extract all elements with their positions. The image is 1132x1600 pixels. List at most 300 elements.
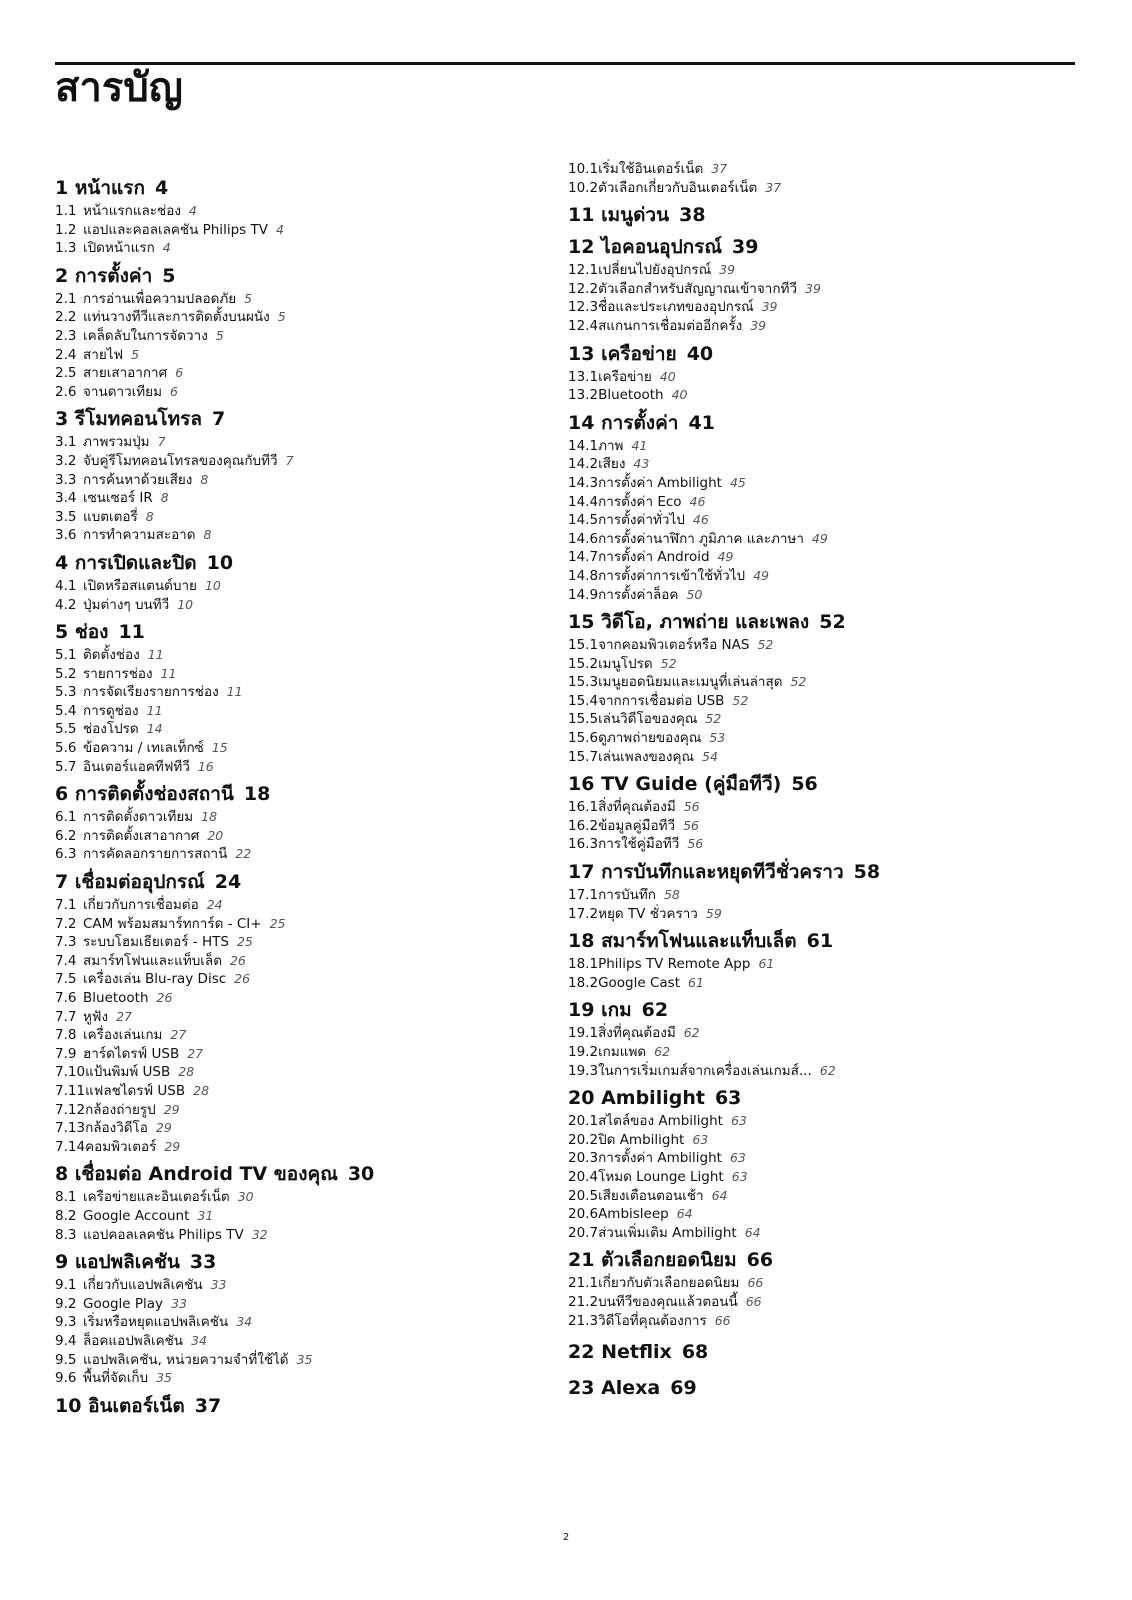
entry-page: 62 xyxy=(683,1025,700,1041)
entry-title: ในการเริ่มเกมส์จากเครื่องเล่นเกมส์... xyxy=(598,1062,812,1079)
section-heading[interactable] xyxy=(568,340,1078,368)
entry-title: Ambisleep xyxy=(598,1206,669,1223)
toc-entry[interactable] xyxy=(55,1276,545,1295)
toc-entry[interactable] xyxy=(55,1188,545,1207)
toc-entry[interactable] xyxy=(568,710,1078,729)
toc-entry[interactable] xyxy=(568,548,1078,567)
section-heading[interactable] xyxy=(55,618,545,646)
section-page: 66 xyxy=(746,1249,774,1272)
toc-entry[interactable] xyxy=(55,933,545,952)
section-heading[interactable] xyxy=(568,858,1078,886)
entry-number: 14.2 xyxy=(568,456,599,473)
entry-title: แฟลชไดรฟ์ USB xyxy=(85,1082,186,1099)
entry-number: 2.4 xyxy=(55,346,77,363)
section-heading[interactable] xyxy=(568,996,1078,1024)
section-heading[interactable] xyxy=(568,927,1078,955)
entry-page: 66 xyxy=(745,1293,762,1309)
section-number: 23 xyxy=(568,1377,595,1400)
entry-page: 37 xyxy=(765,179,782,195)
entry-page: 52 xyxy=(660,655,677,671)
entry-number: 1.2 xyxy=(55,221,77,238)
section-heading[interactable] xyxy=(55,174,545,202)
section-page: 24 xyxy=(214,871,242,894)
toc-entry[interactable] xyxy=(568,886,1078,905)
entry-title: การค้นหาด้วยเสียง xyxy=(83,471,193,488)
entry-page: 34 xyxy=(236,1314,253,1330)
toc-entry[interactable] xyxy=(55,665,545,684)
toc-entry[interactable] xyxy=(568,1205,1078,1224)
section-heading[interactable] xyxy=(568,1338,1078,1366)
entry-title: Google Play xyxy=(83,1295,164,1312)
section-heading[interactable] xyxy=(568,1246,1078,1274)
entry-number: 15.1 xyxy=(568,637,599,654)
entry-number: 14.3 xyxy=(568,474,599,491)
entry-page: 59 xyxy=(705,905,722,921)
entry-page: 26 xyxy=(156,990,173,1005)
entry-number: 3.4 xyxy=(55,490,77,507)
entry-page: 29 xyxy=(155,1120,172,1136)
section-title: แอปพลิเคชัน xyxy=(74,1251,180,1274)
entry-title: ภาพรวมปุ่ม xyxy=(83,434,150,451)
toc-entry[interactable] xyxy=(55,239,545,258)
entry-page: 35 xyxy=(156,1370,172,1386)
toc-section xyxy=(568,858,1078,923)
entry-title: ติดตั้งช่อง xyxy=(83,647,140,664)
entry-number: 6.1 xyxy=(55,809,77,826)
toc-entry[interactable] xyxy=(55,221,545,240)
toc-entry[interactable] xyxy=(568,636,1078,655)
entry-title: ชื่อและประเภทของอุปกรณ์ xyxy=(598,299,754,316)
toc-entry[interactable] xyxy=(55,383,545,402)
toc-entry[interactable] xyxy=(55,1082,545,1101)
section-page: 33 xyxy=(189,1251,217,1274)
entry-page: 22 xyxy=(235,846,252,862)
entry-page: 46 xyxy=(692,512,709,528)
toc-entry[interactable] xyxy=(568,280,1078,299)
section-title: ช่อง xyxy=(74,621,109,644)
entry-title: แป้นพิมพ์ USB xyxy=(85,1064,171,1081)
entry-number: 8.3 xyxy=(55,1226,77,1243)
toc-entry[interactable] xyxy=(568,386,1078,405)
toc-entry[interactable] xyxy=(568,655,1078,674)
toc-entry[interactable] xyxy=(55,489,545,508)
toc-entry[interactable] xyxy=(55,989,545,1008)
entry-page: 20 xyxy=(207,827,224,843)
entry-title: เกี่ยวกับแอปพลิเคชัน xyxy=(83,1277,203,1294)
section-heading[interactable] xyxy=(55,1392,545,1420)
entry-number: 7.14 xyxy=(55,1138,86,1155)
entry-page: 5 xyxy=(277,309,286,325)
entry-title: ล็อคแอปพลิเคชัน xyxy=(83,1332,183,1349)
section-number: 19 xyxy=(568,999,595,1022)
toc-entry[interactable] xyxy=(55,1313,545,1332)
entry-title: การตั้งค่าทั่วไป xyxy=(598,512,685,529)
entry-page: 28 xyxy=(178,1064,195,1080)
entry-page: 66 xyxy=(747,1275,764,1291)
entry-number: 20.5 xyxy=(568,1187,599,1204)
toc-entry[interactable] xyxy=(55,915,545,934)
toc-entry[interactable] xyxy=(55,452,545,471)
entry-page: 53 xyxy=(709,730,726,746)
entry-title: บนทีวีของคุณแล้วตอนนี้ xyxy=(598,1293,738,1310)
entry-page: 63 xyxy=(729,1150,746,1166)
entry-page: 7 xyxy=(285,452,294,468)
toc-entry[interactable] xyxy=(568,729,1078,748)
toc-entry[interactable] xyxy=(568,1312,1078,1331)
toc-entry[interactable] xyxy=(568,1274,1078,1293)
section-heading[interactable] xyxy=(568,608,1078,636)
toc-entry[interactable] xyxy=(568,1043,1078,1062)
entry-page: 10 xyxy=(177,596,194,612)
section-number: 11 xyxy=(568,204,595,227)
section-heading[interactable] xyxy=(55,1160,545,1188)
toc-section xyxy=(568,927,1078,992)
section-number: 3 xyxy=(55,408,69,431)
entry-number: 5.1 xyxy=(55,647,77,664)
entry-title: เปลี่ยนไปยังอุปกรณ์ xyxy=(598,262,712,279)
entry-title: การตั้งค่าการเข้าใช้ทั่วไป xyxy=(598,567,746,584)
entry-title: การจัดเรียงรายการช่อง xyxy=(83,684,219,701)
entry-title: เครือข่ายและอินเตอร์เน็ต xyxy=(83,1189,230,1206)
toc-entry[interactable] xyxy=(55,202,545,221)
entry-number: 15.3 xyxy=(568,674,599,691)
entry-page: 8 xyxy=(200,471,209,487)
entry-page: 25 xyxy=(269,915,286,931)
entry-title: Philips TV Remote App xyxy=(598,956,751,973)
toc-entry[interactable] xyxy=(568,530,1078,549)
toc-entry[interactable] xyxy=(55,1207,545,1226)
entry-title: สิ่งที่คุณต้องมี xyxy=(598,1025,676,1042)
toc-entry[interactable] xyxy=(55,720,545,739)
entry-number: 2.3 xyxy=(55,327,77,344)
entry-title: การใช้คู่มือทีวี xyxy=(598,836,680,853)
section-number: 7 xyxy=(55,871,69,894)
entry-number: 2.1 xyxy=(55,290,77,307)
entry-number: 9.4 xyxy=(55,1332,77,1349)
section-heading[interactable] xyxy=(55,262,545,290)
toc-entry[interactable] xyxy=(568,1293,1078,1312)
entry-title: เริ่มหรือหยุดแอปพลิเคชัน xyxy=(83,1314,229,1331)
toc-entry[interactable] xyxy=(568,160,1078,179)
toc-entry[interactable] xyxy=(55,827,545,846)
section-heading[interactable] xyxy=(568,233,1078,261)
entry-number: 19.2 xyxy=(568,1044,599,1060)
page-title: สารบัญ xyxy=(55,65,183,111)
toc-entry[interactable] xyxy=(568,261,1078,280)
toc-entry[interactable] xyxy=(55,327,545,346)
entry-title: ปุ่มต่างๆ บนทีวี xyxy=(83,596,170,613)
toc-entry[interactable] xyxy=(568,586,1078,605)
toc-entry[interactable] xyxy=(568,455,1078,474)
toc-entry[interactable] xyxy=(55,1063,545,1082)
toc-entry[interactable] xyxy=(55,1351,545,1370)
entry-page: 62 xyxy=(654,1044,671,1059)
entry-page: 61 xyxy=(758,956,775,972)
toc-entry[interactable] xyxy=(55,433,545,452)
entry-page: 16 xyxy=(197,758,214,774)
entry-page: 14 xyxy=(146,721,163,737)
entry-title: แท่นวางทีวีและการติดตั้งบนผนัง xyxy=(83,309,270,326)
toc-entry[interactable] xyxy=(568,1187,1078,1206)
section-heading[interactable] xyxy=(568,770,1078,798)
entry-number: 7.13 xyxy=(55,1120,86,1137)
toc-entry[interactable] xyxy=(55,1119,545,1138)
entry-number: 7.5 xyxy=(55,971,77,988)
entry-page: 63 xyxy=(730,1113,747,1129)
section-heading[interactable] xyxy=(55,868,545,896)
entry-title: รายการช่อง xyxy=(83,665,153,682)
entry-title: หน้าแรกและช่อง xyxy=(83,203,181,219)
entry-page: 26 xyxy=(234,971,251,987)
entry-title: เสียงเตือนตอนเช้า xyxy=(598,1187,704,1204)
entry-page: 11 xyxy=(146,702,163,718)
entry-title: เล่นเพลงของคุณ xyxy=(598,748,695,765)
toc-entry[interactable] xyxy=(55,1332,545,1351)
toc-entry[interactable] xyxy=(568,1149,1078,1168)
entry-number: 21.1 xyxy=(568,1275,599,1292)
entry-number: 8.1 xyxy=(55,1189,77,1206)
toc-entry[interactable] xyxy=(55,896,545,915)
entry-number: 20.4 xyxy=(568,1168,599,1185)
toc-entry[interactable] xyxy=(568,179,1078,198)
toc-entry[interactable] xyxy=(55,845,545,864)
entry-number: 16.3 xyxy=(568,836,599,853)
entry-title: สมาร์ทโฟนและแท็บเล็ต xyxy=(83,952,222,969)
section-number: 12 xyxy=(568,236,595,259)
toc-entry[interactable] xyxy=(568,817,1078,836)
entry-number: 15.2 xyxy=(568,655,599,672)
toc-section xyxy=(55,1392,545,1420)
entry-number: 10.2 xyxy=(568,179,599,196)
section-page: 7 xyxy=(212,408,226,431)
toc-entry[interactable] xyxy=(568,317,1078,336)
toc-entry[interactable] xyxy=(568,493,1078,512)
entry-title: เล่นวิดีโอของคุณ xyxy=(598,711,698,728)
entry-title: ข้อความ / เทเลเท็กซ์ xyxy=(83,740,204,757)
entry-page: 39 xyxy=(761,299,778,315)
entry-page: 33 xyxy=(171,1295,187,1311)
toc-entry[interactable] xyxy=(568,1224,1078,1243)
entry-title: หูฟัง xyxy=(83,1008,109,1025)
entry-number: 7.1 xyxy=(55,897,77,914)
section-title: สมาร์ทโฟนและแท็บเล็ต xyxy=(601,930,797,953)
section-page: 52 xyxy=(819,611,846,634)
entry-page: 37 xyxy=(711,161,728,176)
entry-page: 35 xyxy=(296,1351,313,1367)
entry-title: CAM พร้อมสมาร์ทการ์ด - CI+ xyxy=(83,915,262,932)
entry-page: 15 xyxy=(211,740,228,756)
toc-entry[interactable] xyxy=(55,702,545,721)
entry-title: แอปคอลเลคชัน Philips TV xyxy=(83,1226,244,1243)
toc-section xyxy=(55,618,545,776)
toc-entry[interactable] xyxy=(55,1369,545,1388)
toc-entry[interactable] xyxy=(568,692,1078,711)
entry-title: แอปพลิเคชัน, หน่วยความจำที่ใช้ได้ xyxy=(83,1351,289,1368)
entry-title: สไตล์ของ Ambilight xyxy=(598,1113,723,1130)
section-heading[interactable] xyxy=(568,201,1078,229)
entry-number: 16.1 xyxy=(568,799,599,816)
entry-number: 4.2 xyxy=(55,596,77,613)
entry-page: 4 xyxy=(275,221,284,237)
entry-number: 1.3 xyxy=(55,240,77,257)
toc-entry[interactable] xyxy=(568,673,1078,692)
section-title: เชื่อมต่ออุปกรณ์ xyxy=(74,871,205,894)
entry-number: 9.6 xyxy=(55,1370,77,1387)
section-number: 18 xyxy=(568,930,595,953)
toc-section xyxy=(55,780,545,864)
section-heading[interactable] xyxy=(55,549,545,577)
toc-entry[interactable] xyxy=(568,1112,1078,1131)
entry-title: ระบบโฮมเธียเตอร์ - HTS xyxy=(83,934,229,951)
toc-entry[interactable] xyxy=(568,955,1078,974)
entry-number: 13.1 xyxy=(568,368,599,385)
entry-title: ตัวเลือกสำหรับสัญญาณเข้าจากทีวี xyxy=(598,280,798,297)
section-number: 13 xyxy=(568,342,595,365)
entry-number: 20.7 xyxy=(568,1224,599,1241)
section-heading[interactable] xyxy=(55,1248,545,1276)
section-title: เกม xyxy=(601,999,632,1022)
toc-entry[interactable] xyxy=(55,471,545,490)
entry-title: จานดาวเทียม xyxy=(83,383,162,400)
entry-page: 49 xyxy=(717,549,734,565)
entry-title: เกี่ยวกับตัวเลือกยอดนิยม xyxy=(598,1275,740,1292)
section-title: อินเตอร์เน็ต xyxy=(88,1394,185,1417)
entry-number: 7.6 xyxy=(55,990,77,1006)
entry-title: เกมแพด xyxy=(598,1044,647,1060)
entry-page: 8 xyxy=(145,508,154,524)
toc-entry[interactable] xyxy=(55,508,545,527)
entry-number: 7.8 xyxy=(55,1027,77,1044)
toc-entry[interactable] xyxy=(55,1138,545,1157)
entry-title: พื้นที่จัดเก็บ xyxy=(83,1370,149,1387)
section-heading[interactable] xyxy=(568,1374,1078,1402)
entry-page: 33 xyxy=(210,1277,227,1293)
toc-entry[interactable] xyxy=(568,511,1078,530)
toc-entry[interactable] xyxy=(55,596,545,615)
section-title: เครือข่าย xyxy=(601,342,677,365)
toc-entry[interactable] xyxy=(568,1024,1078,1043)
toc-entry[interactable] xyxy=(568,798,1078,817)
toc-column-left xyxy=(55,160,545,1420)
toc-entry[interactable] xyxy=(55,739,545,758)
toc-entry[interactable] xyxy=(568,1062,1078,1081)
entry-number: 14.4 xyxy=(568,493,599,510)
entry-title: การตั้งค่านาฬิกา ภูมิภาค และภาษา xyxy=(598,530,804,547)
toc-entry[interactable] xyxy=(55,808,545,827)
entry-page: 40 xyxy=(671,387,688,403)
entry-number: 14.8 xyxy=(568,567,599,584)
toc-entry[interactable] xyxy=(55,1045,545,1064)
toc-entry[interactable] xyxy=(55,346,545,365)
toc-entry[interactable] xyxy=(568,835,1078,854)
entry-page: 24 xyxy=(206,897,223,913)
toc-entry[interactable] xyxy=(568,748,1078,767)
toc-entry[interactable] xyxy=(55,1026,545,1045)
toc-section xyxy=(55,174,545,258)
entry-number: 7.10 xyxy=(55,1064,86,1081)
toc-entry[interactable] xyxy=(568,974,1078,993)
entry-page: 18 xyxy=(201,809,218,825)
toc-entry[interactable] xyxy=(568,1168,1078,1187)
entry-title: ปิด Ambilight xyxy=(598,1131,685,1148)
toc-entry[interactable] xyxy=(55,1101,545,1120)
entry-title: การตั้งค่า Android xyxy=(598,549,710,566)
entry-number: 7.9 xyxy=(55,1045,77,1062)
entry-title: เครือข่าย xyxy=(598,368,652,385)
entry-title: จากการเชื่อมต่อ USB xyxy=(598,692,725,709)
entry-number: 15.6 xyxy=(568,730,599,747)
toc-entry[interactable] xyxy=(55,952,545,971)
toc-entry[interactable] xyxy=(55,646,545,665)
toc-section xyxy=(55,262,545,402)
entry-page: 66 xyxy=(714,1312,731,1328)
toc-entry[interactable] xyxy=(55,577,545,596)
entry-title: คอมพิวเตอร์ xyxy=(85,1138,157,1155)
toc-entry[interactable] xyxy=(568,905,1078,924)
toc-entry[interactable] xyxy=(55,683,545,702)
toc-entry[interactable] xyxy=(55,290,545,309)
toc-section xyxy=(568,996,1078,1080)
entry-title: การตั้งค่า Eco xyxy=(598,493,682,510)
entry-page: 64 xyxy=(711,1187,728,1203)
toc-entry[interactable] xyxy=(568,437,1078,456)
entry-title: ดูภาพถ่ายของคุณ xyxy=(598,730,702,747)
section-heading[interactable] xyxy=(55,405,545,433)
section-number: 2 xyxy=(55,264,69,287)
entry-number: 3.5 xyxy=(55,508,77,525)
entry-title: การติดตั้งดาวเทียม xyxy=(83,809,194,826)
toc-entry[interactable] xyxy=(55,364,545,383)
section-page: 68 xyxy=(681,1341,709,1364)
section-title: ไอคอนอุปกรณ์ xyxy=(601,236,722,259)
toc-entry[interactable] xyxy=(568,1131,1078,1150)
entry-page: 6 xyxy=(175,365,184,381)
section-title: วิดีโอ, ภาพถ่าย และเพลง xyxy=(601,611,810,634)
toc-entry[interactable] xyxy=(55,526,545,545)
entry-number: 2.5 xyxy=(55,365,77,382)
entry-number: 15.4 xyxy=(568,692,599,709)
entry-number: 20.2 xyxy=(568,1131,599,1148)
toc-entry[interactable] xyxy=(568,368,1078,387)
toc-section xyxy=(568,608,1078,766)
toc-entry[interactable] xyxy=(55,308,545,327)
entry-number: 14.5 xyxy=(568,512,599,529)
entry-number: 15.5 xyxy=(568,711,599,728)
section-number: 6 xyxy=(55,783,69,806)
section-heading[interactable] xyxy=(568,409,1078,437)
toc-entry[interactable] xyxy=(568,567,1078,586)
toc-entry[interactable] xyxy=(55,1226,545,1245)
entry-title: สายเสาอากาศ xyxy=(83,365,168,382)
toc-entry[interactable] xyxy=(55,1295,545,1314)
section-heading[interactable] xyxy=(568,1084,1078,1112)
section-heading[interactable] xyxy=(55,780,545,808)
toc-entry[interactable] xyxy=(55,758,545,777)
entry-number: 17.2 xyxy=(568,905,599,922)
toc-entry[interactable] xyxy=(568,298,1078,317)
toc-section xyxy=(55,1160,545,1244)
entry-number: 10.1 xyxy=(568,161,599,177)
toc-entry[interactable] xyxy=(55,970,545,989)
section-number: 15 xyxy=(568,611,595,634)
section-title: Ambilight xyxy=(601,1087,705,1110)
toc-entry[interactable] xyxy=(568,474,1078,493)
toc-entry[interactable] xyxy=(55,1008,545,1027)
entry-number: 14.9 xyxy=(568,586,599,603)
entry-page: 62 xyxy=(819,1062,836,1078)
entry-title: สายไฟ xyxy=(83,346,124,363)
entry-page: 45 xyxy=(729,474,746,490)
